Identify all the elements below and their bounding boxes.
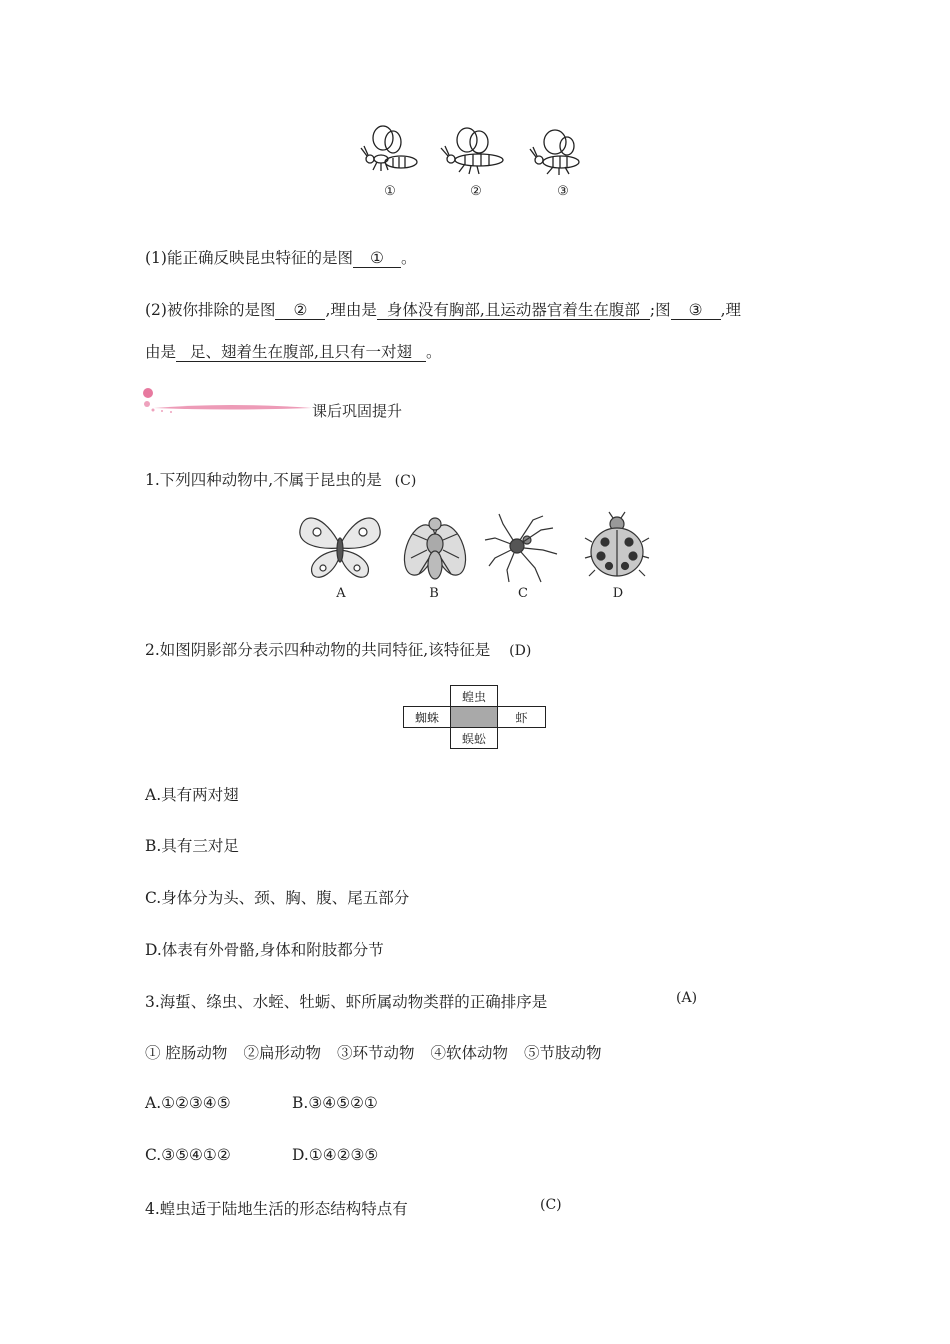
q3-option-b: B.③④⑤②① bbox=[292, 1094, 378, 1112]
q3-option-a: A.①②③④⑤ bbox=[145, 1094, 231, 1112]
question-3-text: 3.海蜇、绦虫、水蛭、牡蛎、虾所属动物类群的正确排序是 bbox=[145, 993, 548, 1011]
question-4-answer: (C) bbox=[540, 1197, 562, 1213]
question-4-text: 4.蝗虫适于陆地生活的形态结构特点有 bbox=[145, 1200, 408, 1218]
q1-answer: ① bbox=[353, 249, 401, 268]
venn-center-shaded bbox=[450, 706, 498, 728]
question-4 bbox=[145, 1197, 408, 1219]
animal-label-a: A bbox=[336, 586, 346, 601]
animal-label-b: B bbox=[429, 586, 439, 601]
question-1-text: 1.下列四种动物中,不属于昆虫的是 bbox=[145, 471, 382, 489]
q-intro-line-3 bbox=[145, 340, 441, 362]
ladybug-icon bbox=[585, 512, 649, 576]
q2-end: 。 bbox=[425, 343, 442, 361]
insect-label-1: ① bbox=[384, 184, 396, 199]
insect-3-icon bbox=[530, 130, 579, 175]
question-1 bbox=[145, 468, 416, 490]
q2-text-c: ;图 bbox=[649, 301, 671, 319]
q-intro-line-2 bbox=[145, 298, 741, 320]
q2-text-b: ,理由是 bbox=[325, 301, 377, 319]
question-2 bbox=[145, 638, 531, 660]
animal-label-c: C bbox=[518, 586, 528, 601]
q2-option-a: A.具有两对翅 bbox=[145, 786, 239, 804]
q2-text-e: 由是 bbox=[145, 343, 177, 361]
q3-item-2: ②扁形动物 bbox=[243, 1044, 321, 1062]
venn-top: 蝗虫 bbox=[450, 685, 498, 707]
q3-items bbox=[145, 1041, 602, 1063]
section-title: 课后巩固提升 bbox=[312, 402, 403, 420]
fly-icon bbox=[399, 518, 472, 579]
q3-option-c: C.③⑤④①② bbox=[145, 1146, 231, 1164]
question-2-answer: (D) bbox=[509, 643, 532, 659]
q3-item-4: ④软体动物 bbox=[430, 1044, 508, 1062]
q3-item-3: ③环节动物 bbox=[336, 1044, 415, 1062]
q2-text-a: (2)被你排除的是图 bbox=[145, 301, 276, 319]
question-2-text: 2.如图阴影部分表示四种动物的共同特征,该特征是 bbox=[145, 641, 491, 659]
venn-bottom: 蜈蚣 bbox=[450, 727, 498, 749]
insect-2-icon bbox=[441, 128, 503, 174]
q2-text-d: ,理 bbox=[720, 301, 742, 319]
q1-text: (1)能正确反映昆虫特征的是图 bbox=[145, 249, 353, 267]
q2-option-b: B.具有三对足 bbox=[145, 837, 239, 855]
q2-option-c: C.身体分为头、颈、胸、腹、尾五部分 bbox=[145, 889, 410, 907]
q3-option-d: D.①④②③⑤ bbox=[292, 1146, 379, 1164]
venn-right: 虾 bbox=[497, 706, 546, 728]
animal-label-d: D bbox=[612, 586, 624, 601]
q1-animal-figure bbox=[295, 510, 665, 590]
butterfly-icon bbox=[300, 518, 380, 577]
q2-option-d: D.体表有外骨骼,身体和附肢都分节 bbox=[145, 941, 384, 959]
question-3 bbox=[145, 990, 547, 1012]
venn-left: 蜘蛛 bbox=[403, 706, 451, 728]
q2-reason-b: 足、翅着生在腹部,且只有一对翅 bbox=[176, 343, 426, 362]
q2-answer-a: ② bbox=[275, 301, 325, 320]
insect-label-2: ② bbox=[470, 184, 482, 199]
insect-label-3: ③ bbox=[557, 184, 569, 199]
q2-answer-b: ③ bbox=[671, 301, 721, 320]
insect-1-icon bbox=[361, 126, 417, 171]
q1-end: 。 bbox=[400, 249, 417, 267]
spider-icon bbox=[485, 514, 557, 582]
section-decoration-icon bbox=[140, 386, 315, 416]
q3-item-5: ⑤节肢动物 bbox=[523, 1044, 602, 1062]
q-intro-line-1 bbox=[145, 246, 416, 268]
question-3-answer: (A) bbox=[676, 990, 698, 1006]
question-1-answer: (C) bbox=[394, 473, 417, 489]
q2-reason-a: 身体没有胸部,且运动器官着生在腹部 bbox=[377, 301, 650, 320]
q3-item-1: ① 腔肠动物 bbox=[145, 1044, 228, 1062]
